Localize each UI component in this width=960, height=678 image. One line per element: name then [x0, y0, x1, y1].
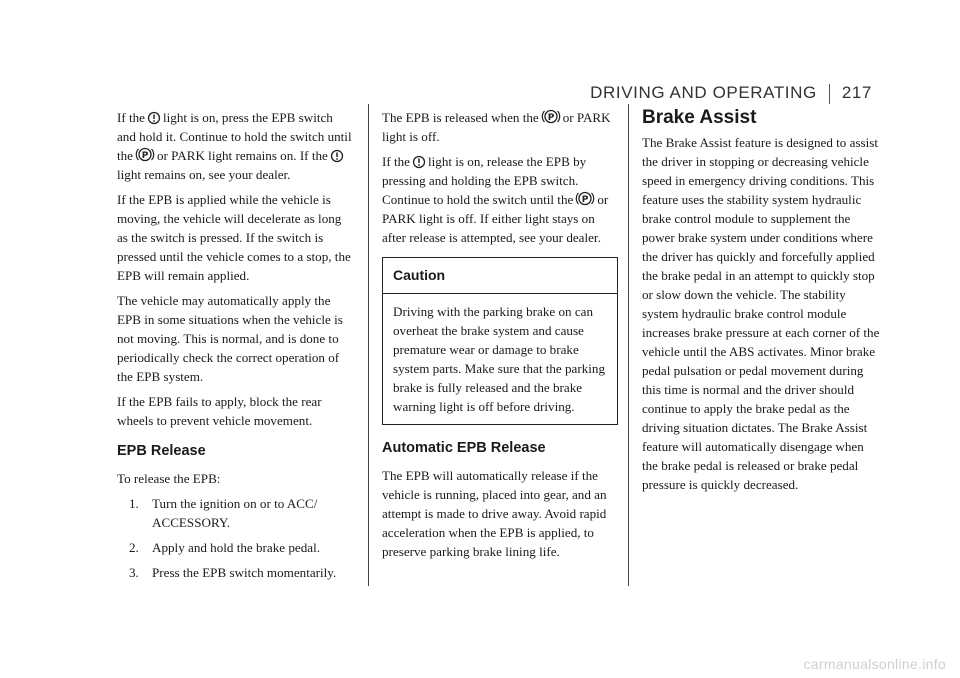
epb-warning-icon — [330, 149, 344, 163]
caution-body: Driving with the parking brake on can overheat the brake system and cause premature wear or damage to brake system parts. Make sure that the parking brake is fully released and the brake warning light is off before driving. — [393, 304, 605, 414]
caution-box — [382, 257, 618, 425]
section-heading: EPB Release — [117, 443, 206, 459]
epb-warning-icon — [412, 155, 426, 169]
paragraph: The vehicle may automatically apply the EPB in some situations when the vehicle is not moving. This is normal, and is done to periodically check the correct operation of the EPB system. — [117, 293, 343, 384]
list-item: 1. Turn the ignition on or to ACC/ ACCESSORY. — [129, 496, 318, 530]
page-header — [590, 83, 872, 104]
paragraph: The Brake Assist feature is designed to assist the driver in stopping or decreasing vehicle speed in emergency driving conditions. This feature uses the stability system hydraulic brake control module to supplement the power brake system under conditions where the driver has quickly and forcefully applied the brake pedal in an attempt to quickly stop or slow down the vehicle. The stability system hydraulic brake control module increases brake pressure at each corner of the vehicle until the ABS activates. Minor brake pedal pulsation or pedal movement during this time is normal and the driver should continue to apply the brake pedal as the driving situation dictates. The Brake Assist feature will automatically disengage when the brake pedal is released or brake pedal pressure is quickly decreased. — [642, 135, 880, 492]
column-2 — [382, 108, 618, 567]
park-brake-icon — [541, 108, 561, 125]
column-divider — [368, 104, 369, 586]
svg-text:P: P — [141, 151, 149, 161]
paragraph: If the EPB is applied while the vehicle is moving, the vehicle will decelerate as long as the switch is pressed. If the switch is pressed until the vehicle comes to a stop, the EPB will remain applied. — [117, 192, 351, 283]
paragraph: The EPB will automatically release if the vehicle is running, placed into gear, and an attempt is made to drive away. Avoid rapid acceleration when the EPB is applied, to preserve parking brake lining life. — [382, 468, 607, 559]
paragraph: If the EPB fails to apply, block the rear wheels to prevent vehicle movement. — [117, 394, 322, 428]
epb-warning-icon — [147, 111, 161, 125]
caution-title: Caution — [383, 258, 617, 294]
park-brake-icon — [575, 190, 595, 207]
section-heading: Automatic EPB Release — [382, 440, 546, 456]
section-title-large: Brake Assist — [642, 107, 757, 128]
header-divider — [829, 84, 830, 104]
column-divider — [628, 104, 629, 586]
paragraph: If the light is on, release the EPB by pressing and holding the EPB switch. Continue to hold the switch until the P or PARK light is off. If either light stays on after release is attempted, see your dealer. — [382, 154, 609, 245]
list-item: 3. Press the EPB switch momentarily. — [129, 565, 337, 580]
steps-list — [117, 494, 353, 582]
column-3 — [642, 108, 880, 500]
paragraph: If the light is on, press the EPB switch and hold it. Continue to hold the switch until the P or PARK light remains on. If the light remains on, see your dealer. — [117, 110, 352, 182]
park-brake-icon — [135, 146, 155, 163]
page-number: 217 — [841, 83, 872, 102]
paragraph: The EPB is released when the P or PARK light is off. — [382, 110, 611, 144]
column-1 — [117, 108, 353, 588]
svg-text:P: P — [547, 113, 555, 123]
section-title: DRIVING AND OPERATING — [590, 83, 817, 102]
watermark: carmanualsonline.info — [803, 656, 946, 672]
svg-text:P: P — [582, 195, 589, 205]
paragraph: To release the EPB: — [117, 471, 221, 486]
list-item: 2. Apply and hold the brake pedal. — [129, 540, 320, 555]
